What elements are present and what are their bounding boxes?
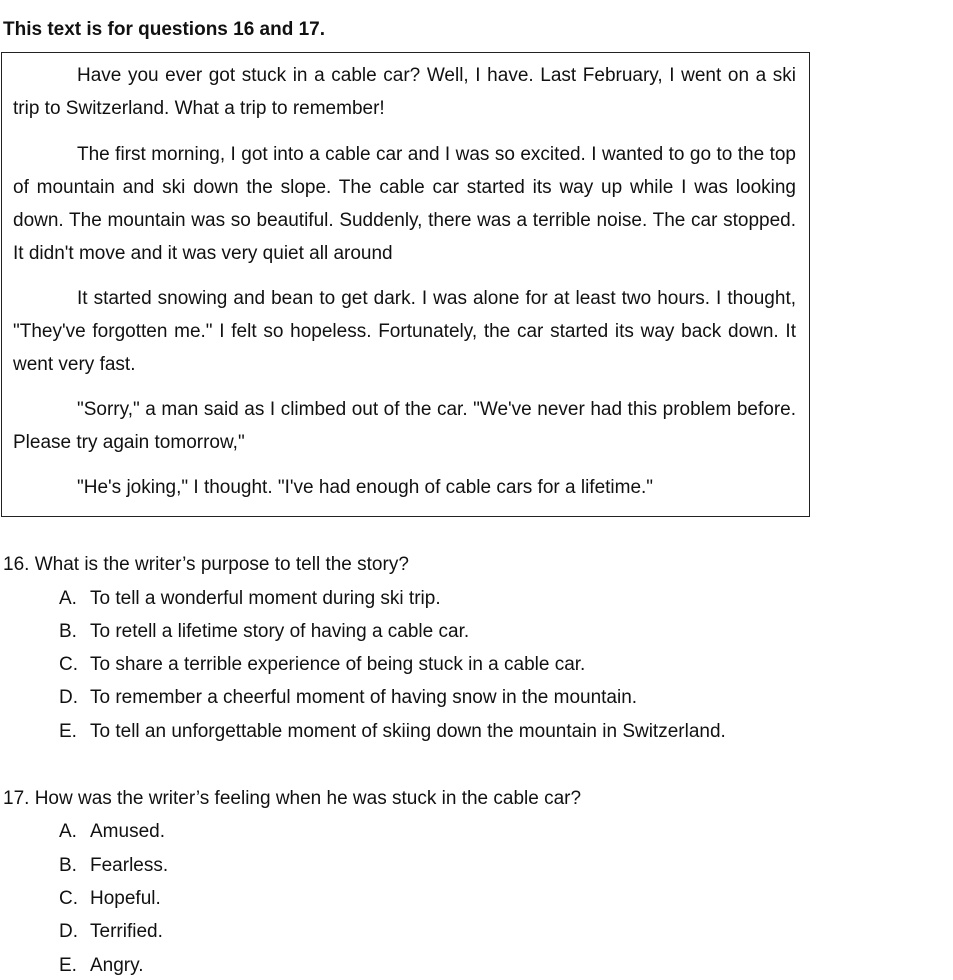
option-text: To tell an unforgettable moment of skiing down the mountain in Switzerland.	[90, 721, 726, 742]
option-17-d[interactable]	[59, 920, 163, 944]
option-text: Fearless.	[90, 855, 169, 876]
question-number: 16.	[3, 554, 30, 575]
option-16-d[interactable]	[59, 686, 637, 710]
option-17-a[interactable]	[59, 820, 165, 844]
passage-paragraph-1: Have you ever got stuck in a cable car? Well, I have. Last February, I went on a ski trip to Switzerland. What a trip to remember!	[13, 65, 796, 119]
option-16-a[interactable]	[59, 587, 441, 611]
passage-paragraph-2: The first morning, I got into a cable car and I was so excited. I wanted to go to the top of mountain and ski down the slope. The cable car started its way up while I was looking down. The mountain was so beautiful. Suddenly, there was a terrible noise. The car stopped. It didn't move and it was very quiet all around	[13, 144, 796, 264]
option-letter: D.	[59, 921, 78, 942]
option-text: Terrified.	[90, 921, 163, 942]
option-17-b[interactable]	[59, 854, 168, 878]
option-16-e[interactable]	[59, 720, 726, 744]
option-text: To share a terrible experience of being stuck in a cable car.	[90, 654, 586, 675]
option-letter: C.	[59, 654, 78, 675]
option-letter: A.	[59, 821, 77, 842]
option-letter: E.	[59, 721, 77, 742]
question-number: 17.	[3, 788, 30, 809]
passage-paragraph-4: "Sorry," a man said as I climbed out of the car. "We've never had this problem before. Please try again tomorrow,"	[13, 399, 796, 453]
question-16	[3, 553, 409, 577]
option-text: Amused.	[90, 821, 165, 842]
question-17	[3, 787, 581, 811]
option-letter: D.	[59, 687, 78, 708]
option-letter: B.	[59, 855, 77, 876]
option-17-c[interactable]	[59, 887, 161, 911]
option-text: Hopeful.	[90, 888, 161, 909]
option-17-e[interactable]	[59, 954, 144, 978]
passage-paragraph-3: It started snowing and bean to get dark. I was alone for at least two hours. I thought, "They've forgotten me." I felt so hopeless. Fortunately, the car started its way back down. It went very fast.	[13, 288, 796, 375]
option-letter: E.	[59, 955, 77, 976]
question-text: What is the writer’s purpose to tell the story?	[34, 554, 409, 575]
reading-passage-box	[1, 52, 810, 517]
option-16-b[interactable]	[59, 620, 469, 644]
option-text: To remember a cheerful moment of having snow in the mountain.	[90, 687, 638, 708]
option-text: Angry.	[90, 955, 144, 976]
option-letter: B.	[59, 621, 77, 642]
question-text: How was the writer’s feeling when he was stuck in the cable car?	[34, 788, 582, 809]
section-heading: This text is for questions 16 and 17.	[3, 19, 326, 40]
option-letter: C.	[59, 888, 78, 909]
passage-paragraph-5: "He's joking," I thought. "I've had enough of cable cars for a lifetime."	[77, 477, 654, 498]
option-letter: A.	[59, 588, 77, 609]
option-text: To tell a wonderful moment during ski trip.	[90, 588, 441, 609]
option-16-c[interactable]	[59, 653, 585, 677]
option-text: To retell a lifetime story of having a cable car.	[90, 621, 470, 642]
